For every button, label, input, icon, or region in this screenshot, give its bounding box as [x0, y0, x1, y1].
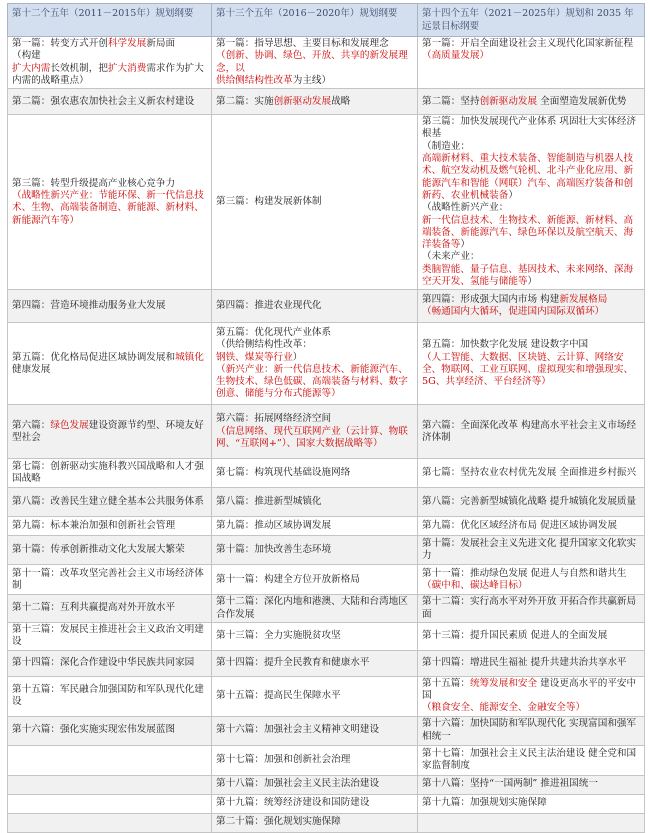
table-row [8, 89, 645, 115]
cell-text: 第十四篇：深化合作建设中华民族共同家园 [12, 656, 195, 668]
cell-text: 第九篇：推动区域协调发展 [216, 520, 332, 532]
table-cell-plan-12-part-5 [8, 323, 212, 405]
cell-text: 第十五篇： [422, 677, 470, 689]
table-cell-plan-12-part-10 [8, 536, 212, 565]
cell-text: ） [460, 239, 470, 251]
cell-text: 第十九篇：加强规划实施保障 [422, 797, 547, 809]
cell-text: 第十七篇：加强社会主义民主法治建设 健全党和国家监督制度 [422, 747, 637, 772]
cell-text: 第七篇：坚持农业农村优先发展 全面推进乡村振兴 [422, 467, 637, 479]
table-cell-plan-14-part-12 [418, 595, 645, 623]
table-cell-plan-12-part-2 [8, 89, 212, 115]
cell-text: 需求作为扩大内需的战略重点） [12, 62, 204, 86]
cell-text: 全面塑造发展新优势 [537, 95, 627, 107]
table-cell-plan-14-part-9 [418, 517, 645, 536]
cell-text: 第一篇：指导思想、主要目标和发展理念 [216, 38, 389, 49]
cell-text: 第十九篇：统筹经济建设和国防建设 [216, 797, 370, 809]
table-cell-plan-14-part-8 [418, 488, 645, 517]
table-cell-plan-12-part-16 [8, 716, 212, 745]
table-cell-plan-13-part-8 [212, 488, 418, 517]
highlight-text: 类脑智能、量子信息、基因技术、未来网络、深海空天开发、氢能与储能等 [422, 263, 634, 288]
table-row [8, 37, 645, 89]
cell-text: 第一篇：开启全面建设社会主义现代化国家新征程 [422, 38, 634, 49]
cell-text: 第五篇：优化现代产业体系 [216, 326, 332, 338]
cell-text: 第十三篇：提升国民素质 促进人的全面发展 [422, 630, 608, 642]
cell-text: 长效机制，把 [50, 62, 108, 74]
table-cell-plan-14-part-19 [418, 794, 645, 813]
cell-text: 第十六篇：加强社会主义精神文明建设 [216, 724, 380, 736]
cell-text: 第三篇：构建发展新体制 [216, 196, 322, 208]
cell-text: （构建 [12, 50, 41, 62]
table-row [8, 536, 645, 565]
table-cell-plan-14-part-7 [418, 459, 645, 488]
cell-text: （制造业： [422, 140, 470, 152]
cell-text: 第十七篇：加强和创新社会治理 [216, 753, 351, 765]
table-cell-plan-14-part-11 [418, 565, 645, 595]
cell-text: 第十一篇：构建全方位开放新格局 [216, 573, 360, 585]
cell-text: 第六篇：拓展网络经济空间 [216, 413, 332, 425]
table-cell-plan-14-part-14 [418, 650, 645, 676]
cell-text: 第八篇：推进新型城镇化 [216, 496, 322, 508]
table-cell-plan-13-part-19 [212, 794, 418, 813]
cell-text: 第九篇：标本兼治加强和创新社会管理 [12, 520, 176, 532]
highlight-text: （战略性新兴产业：节能环保、新一代信息技术、生物、高端装备制造、新能源、新材料、新能源汽车等） [12, 189, 204, 226]
table-cell-plan-12-part-13 [8, 622, 212, 650]
cell-text: 第十二篇：深化内地和港澳、大陆和台湾地区合作发展 [216, 596, 408, 620]
table-row [8, 650, 645, 676]
cell-text: 第三篇：加快发展现代产业体系 巩固壮大实体经济根基 [422, 116, 637, 140]
table-cell-plan-13-part-7 [212, 459, 418, 488]
highlight-text: 扩大内需 [12, 62, 51, 74]
table-row [8, 775, 645, 794]
table-cell-plan-12-part-14 [8, 650, 212, 676]
cell-text: 第七篇：构筑现代基础设施网络 [216, 467, 351, 479]
cell-text: 第二十篇：强化规划实施保障 [216, 816, 341, 828]
table-cell-plan-13-part-4 [212, 290, 418, 323]
table-cell-plan-12-part-12 [8, 595, 212, 623]
table-cell-plan-13-part-11 [212, 565, 418, 595]
highlight-text: 新发展格局 [559, 294, 608, 306]
cell-text: 第十四篇：增进民生福祉 提升共建共治共享水平 [422, 656, 627, 668]
table-cell-plan-14-part-1 [418, 37, 645, 89]
highlight-text: （创新、协调、绿色、开放、共享的新发展理念，以 [216, 50, 408, 74]
cell-text: 第十八篇：加强社会主义民主法治建设 [216, 778, 380, 790]
table-cell-plan-12-part-9 [8, 517, 212, 536]
table-row [8, 813, 645, 832]
cell-text: 第一篇：转变方式开创 [12, 38, 108, 49]
table-cell-plan-14-part-18 [418, 775, 645, 794]
cell-text: 建设资源节约型、环境友好型社会 [12, 419, 204, 443]
table-cell-plan-14-part-15 [418, 676, 645, 716]
cell-text: 第十篇：加快改善生态环境 [216, 544, 332, 556]
cell-text: 第二篇：实施 [216, 95, 274, 107]
table-cell-plan-12-part-11 [8, 565, 212, 595]
table-cell-plan-13-part-15 [212, 676, 418, 716]
header-12th-plan: 第十二个五年（2011－2015年）规划纲要 [8, 4, 212, 37]
table-cell-plan-13-part-3 [212, 115, 418, 290]
table-cell-plan-14-part-20 [418, 813, 645, 832]
table-row [8, 459, 645, 488]
cell-text: （战略性新兴产业： [422, 202, 509, 214]
highlight-text: 统筹发展和安全 [469, 677, 538, 689]
cell-text: 第十三篇：发展民主推进社会主义政治文明建设 [12, 623, 204, 648]
highlight-text: 创新驱动发展 [479, 95, 538, 107]
cell-text: 第八篇：改善民生建立健全基本公共服务体系 [12, 496, 204, 508]
table-cell-plan-14-part-3 [418, 115, 645, 290]
cell-text: 健康发展 [12, 363, 51, 375]
cell-text: 第十一篇：改革攻坚完善社会主义市场经济体制 [12, 567, 204, 591]
cell-text: 第四篇：推进农业现代化 [216, 300, 322, 312]
cell-text: ） [527, 276, 538, 288]
highlight-text: （粮食安全、能源安全、金融安全等） [422, 702, 586, 714]
table-row [8, 716, 645, 745]
cell-text: 第十五篇：提高民生保障水平 [216, 689, 341, 701]
table-cell-plan-13-part-9 [212, 517, 418, 536]
table-cell-plan-13-part-10 [212, 536, 418, 565]
table-body [8, 37, 645, 833]
table-row [8, 115, 645, 290]
highlight-text: 科学发展 [107, 38, 147, 49]
cell-text: 第十一篇：推动绿色发展 促进人与自然和谐共生 [422, 567, 627, 579]
table-cell-plan-12-part-3 [8, 115, 212, 290]
highlight-text: 钢铁、煤炭等行业 [216, 351, 293, 363]
cell-text: 战略 [331, 95, 351, 107]
cell-text: 第十八篇：坚持“一国两制” 推进祖国统一 [422, 778, 598, 790]
cell-text: 新局面 [146, 38, 176, 49]
table-cell-plan-12-part-17 [8, 745, 212, 775]
table-row [8, 323, 645, 405]
cell-text: ） [508, 189, 518, 201]
table-cell-plan-13-part-14 [212, 650, 418, 676]
table-row [8, 488, 645, 517]
cell-text: 第十六篇：加快国防和军队现代化 实现富国和强军相统一 [422, 718, 637, 742]
header-14th-plan: 第十四个五年（2021－2025年）规划和 2035 年远景目标纲要 [418, 4, 645, 37]
highlight-text: 供给侧结构性改革 [216, 74, 293, 86]
cell-text: 第八篇：完善新型城镇化战略 提升城镇化发展质量 [422, 496, 637, 508]
cell-text: 第六篇： [12, 419, 51, 431]
table-cell-plan-12-part-6 [8, 405, 212, 459]
cell-text: 为主线） [292, 74, 332, 86]
highlight-text: （新兴产业：新一代信息技术、新能源汽车、生物技术、绿色低碳、高端装备与材料、数字创意、储能与分布式能源等） [216, 363, 408, 400]
highlight-text: （碳中和、碳达峰目标） [422, 579, 528, 591]
table-cell-plan-12-part-7 [8, 459, 212, 488]
table-row [8, 565, 645, 595]
highlight-text: 高端新材料、重大技术装备、智能制造与机器人技术、航空发动机及燃气轮机、北斗产业化应用、新能源汽车和智能（网联）汽车、高端医疗装备和创新药、农业机械装备 [422, 153, 634, 201]
cell-text: 建设更高水平的平安中国 [422, 677, 637, 701]
highlight-text: （高质量发展） [422, 50, 490, 62]
table-cell-plan-14-part-6 [418, 405, 645, 459]
cell-text: 第四篇：形成强大国内市场 构建 [422, 294, 560, 306]
table-cell-plan-13-part-1 [212, 37, 418, 89]
table-cell-plan-12-part-18 [8, 775, 212, 794]
cell-text: 第二篇：强农惠农加快社会主义新农村建设 [12, 95, 195, 107]
table-cell-plan-13-part-5 [212, 323, 418, 405]
highlight-text: 创新驱动发展 [273, 95, 332, 107]
header-13th-plan: 第十三个五年（2016－2020年）规划纲要 [212, 4, 418, 37]
table-cell-plan-12-part-15 [8, 676, 212, 716]
cell-text: 第四篇：营造环境推动服务业大发展 [12, 300, 166, 312]
cell-text: （供给侧结构性改革： [216, 339, 312, 351]
table-cell-plan-13-part-12 [212, 595, 418, 623]
table-row [8, 405, 645, 459]
cell-text: 第十二篇：互利共赢提高对外开放水平 [12, 602, 176, 614]
cell-text: （未来产业： [422, 251, 480, 263]
table-cell-plan-14-part-17 [418, 745, 645, 775]
cell-text: 第五篇：加快数字化发展 建设数字中国 [422, 339, 589, 351]
table-cell-plan-13-part-17 [212, 745, 418, 775]
table-cell-plan-14-part-10 [418, 536, 645, 565]
table-row [8, 622, 645, 650]
highlight-text: 城镇化 [175, 351, 204, 363]
highlight-text: 新一代信息技术、生物技术、新能源、新材料、高端装备、新能源汽车、绿色环保以及航空航天、海洋装备等 [422, 214, 634, 251]
table-cell-plan-14-part-13 [418, 622, 645, 650]
table-row [8, 745, 645, 775]
cell-text: 第十三篇：全力实施脱贫攻坚 [216, 630, 341, 642]
five-year-plan-comparison-table [7, 3, 645, 833]
cell-text: 第六篇：全面深化改革 构建高水平社会主义市场经济体制 [422, 419, 637, 443]
table-cell-plan-13-part-20 [212, 813, 418, 832]
table-cell-plan-14-part-2 [418, 89, 645, 115]
cell-text: 第十四篇：提升全民教育和健康水平 [216, 656, 370, 668]
table-cell-plan-12-part-8 [8, 488, 212, 517]
cell-text: 第五篇：优化格局促进区域协调发展和 [12, 351, 176, 363]
table-cell-plan-13-part-6 [212, 405, 418, 459]
table-cell-plan-12-part-20 [8, 813, 212, 832]
cell-text: 第三篇：转型升级提高产业核心竞争力 [12, 177, 176, 189]
highlight-text: 扩大消费 [107, 62, 147, 74]
highlight-text: （信息网络、现代互联网产业（云计算、物联网、“互联网+”）、国家大数据战略等） [216, 425, 408, 449]
table-cell-plan-12-part-1 [8, 37, 212, 89]
highlight-text: （人工智能、大数据、区块链、云计算、网络安全、物联网、工业互联网、虚拟现实和增强现实、5G、共享经济、平台经济等） [422, 351, 634, 388]
cell-text: 第十五篇：军民融合加强国防和军队现代化建设 [12, 683, 204, 708]
table-row [8, 595, 645, 623]
table-cell-plan-12-part-19 [8, 794, 212, 813]
highlight-text: 绿色发展 [50, 419, 89, 431]
table-cell-plan-12-part-4 [8, 290, 212, 323]
cell-text: 第十二篇：实行高水平对外开放 开拓合作共赢新局面 [422, 596, 637, 620]
cell-text: 第十篇：传承创新推动文化大发展大繁荣 [12, 544, 185, 556]
table-row [8, 676, 645, 716]
cell-text: 第十篇：发展社会主义先进文化 提升国家文化软实力 [422, 538, 637, 562]
table-row [8, 794, 645, 813]
table-row [8, 517, 645, 536]
cell-text: 第七篇：创新驱动实施科教兴国战略和人才强国战略 [12, 461, 204, 485]
table-cell-plan-14-part-16 [418, 716, 645, 745]
table-cell-plan-13-part-13 [212, 622, 418, 650]
highlight-text: （畅通国内大循环，促进国内国际双循环） [422, 306, 605, 318]
cell-text: 第十六篇：强化实施实现宏伟发展蓝图 [12, 724, 176, 736]
cell-text: ） [292, 351, 303, 363]
cell-text: 第二篇：坚持 [422, 95, 480, 107]
header-row [8, 4, 645, 37]
table-cell-plan-13-part-18 [212, 775, 418, 794]
table-cell-plan-14-part-5 [418, 323, 645, 405]
table-cell-plan-13-part-2 [212, 89, 418, 115]
table-row [8, 290, 645, 323]
table-cell-plan-14-part-4 [418, 290, 645, 323]
cell-text: 第九篇：优化区域经济布局 促进区域协调发展 [422, 520, 617, 532]
table-cell-plan-13-part-16 [212, 716, 418, 745]
